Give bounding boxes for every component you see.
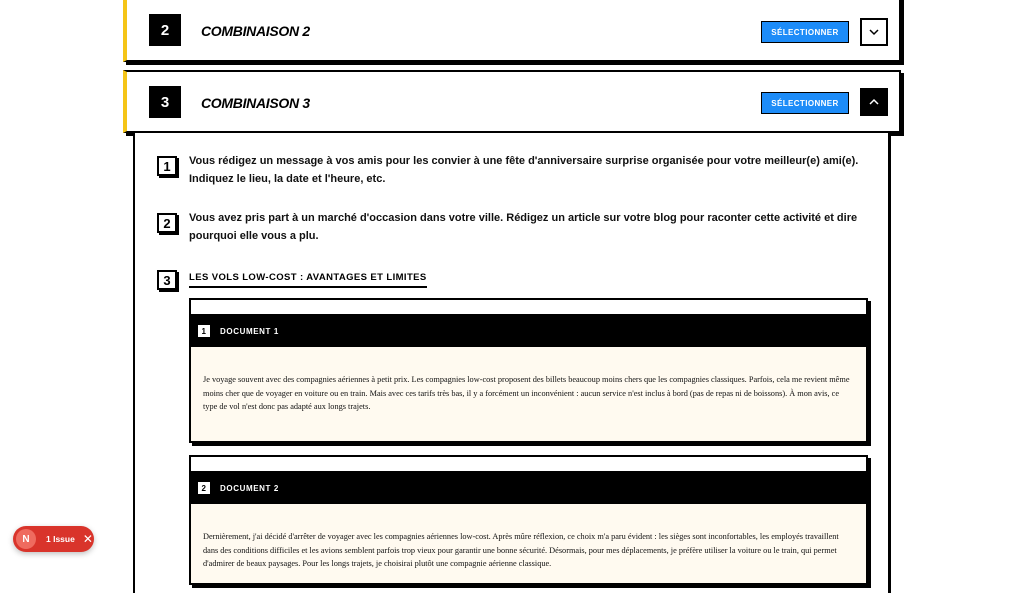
dev-tools-logo-icon: N xyxy=(16,529,36,549)
question-text: Vous avez pris part à un marché d'occasion dans votre ville. Rédigez un article sur votre blog pour raconter cette activité et dire pourquoi elle vous a plu. xyxy=(189,212,858,242)
document-text: Dernièrement, j'ai décidé d'arrêter de voyager avec les compagnies aériennes low-cost. Après mûre réflexion, ce choix m'a paru évident : les sièges sont inconfortables, les employés travaillent dans des conditions difficiles et les avions semblent parfois trop vieux pour garantir une bonne sécurité. Désormais, pour mes déplacements, je préfère utiliser la voiture ou le train, qui permet d'admirer de beaux paysages. Pour les longs trajets, je choisirai plutôt une compagnie aérienne classique. xyxy=(203,532,839,568)
document-text: Je voyage souvent avec des compagnies aériennes à petit prix. Les compagnies low-cost proposent des billets beaucoup moins chers que les compagnies classiques. Parfois, cela me revient même moins cher que de voyager en voiture ou en train. Mais avec ces tarifs très bas, il y a forcément un inconvénient : aucun service n'est inclus à bord (pas de repas ni de boissons). À mon avis, ce type de vol n'est donc pas adapté aux longs trajets. xyxy=(203,375,850,411)
combination-number: 3 xyxy=(149,86,181,118)
document-top-strip xyxy=(191,300,866,315)
close-icon[interactable]: ✕ xyxy=(82,532,93,546)
issues-badge[interactable] xyxy=(13,526,94,552)
expand-toggle-button[interactable] xyxy=(860,18,888,46)
document-label: DOCUMENT 1 xyxy=(220,326,279,336)
question-number: 2 xyxy=(157,213,177,233)
chevron-down-icon xyxy=(869,23,879,41)
document-header xyxy=(191,472,866,504)
chevron-up-icon xyxy=(869,93,879,111)
combination-title: COMBINAISON 2 xyxy=(201,23,310,39)
issues-count-label: 1 Issue xyxy=(46,534,75,544)
combination-number: 2 xyxy=(149,14,181,46)
question-number: 3 xyxy=(157,270,177,290)
select-button[interactable]: SÉLECTIONNER xyxy=(761,92,849,114)
collapse-toggle-button[interactable] xyxy=(860,88,888,116)
question-title: LES VOLS LOW-COST : AVANTAGES ET LIMITES xyxy=(189,272,427,288)
select-button[interactable]: SÉLECTIONNER xyxy=(761,21,849,43)
document-card xyxy=(189,455,868,585)
document-label: DOCUMENT 2 xyxy=(220,483,279,493)
document-number: 1 xyxy=(198,325,210,337)
combination-3-card[interactable] xyxy=(123,70,901,133)
document-header xyxy=(191,315,866,347)
document-card xyxy=(189,298,868,443)
combination-2-card[interactable] xyxy=(123,0,901,62)
document-top-strip xyxy=(191,457,866,472)
question-number: 1 xyxy=(157,156,177,176)
combination-title: COMBINAISON 3 xyxy=(201,95,310,111)
question-text: Vous rédigez un message à vos amis pour les convier à une fête d'anniversaire surprise organisée pour votre meilleur(e) ami(e). Indiquez le lieu, la date et l'heure, etc. xyxy=(189,155,859,185)
document-number: 2 xyxy=(198,482,210,494)
